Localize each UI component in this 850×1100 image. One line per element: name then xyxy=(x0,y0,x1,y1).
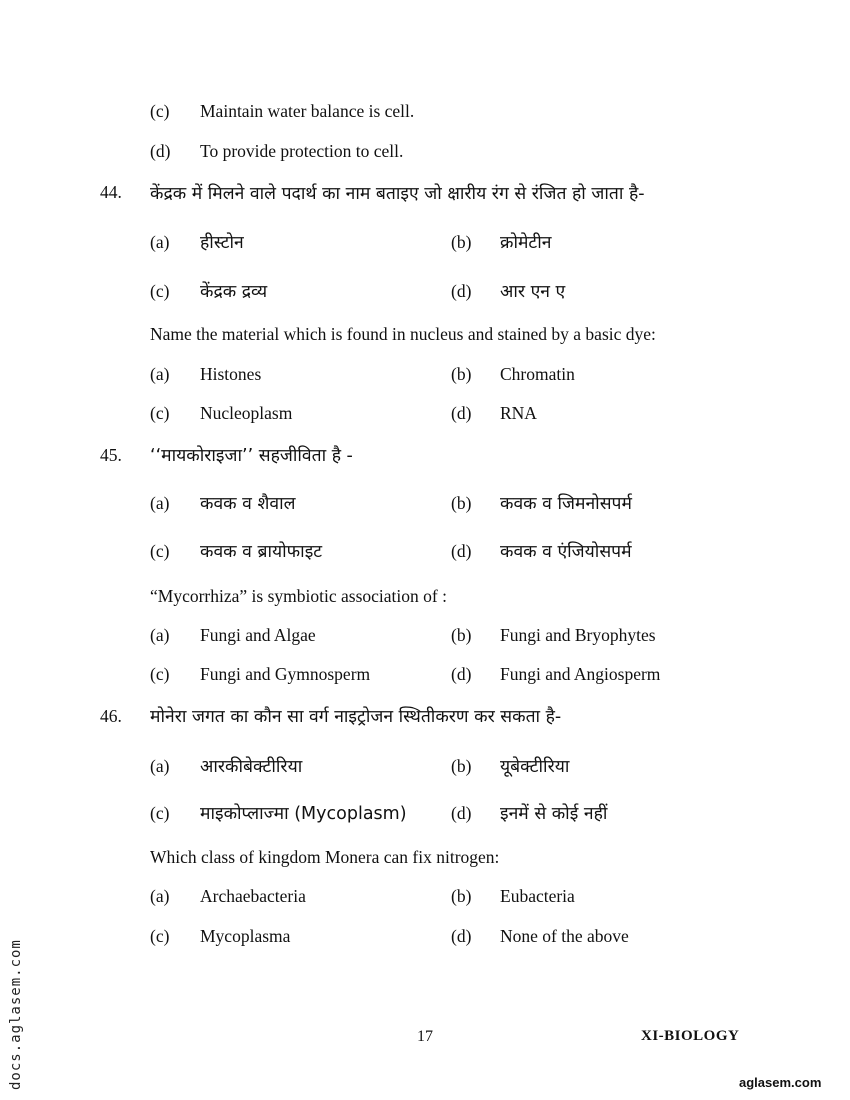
option-text: आरकीबेक्टीरिया xyxy=(200,757,303,777)
question-text-english: Which class of kingdom Monera can fix nitrogen: xyxy=(150,847,500,867)
option-text: कवक व एंजियोसपर्म xyxy=(500,542,632,562)
option-text: Nucleoplasm xyxy=(200,403,293,423)
subject-label: XI-BIOLOGY xyxy=(641,1028,740,1044)
option-text: Archaebacteria xyxy=(200,886,306,906)
question-number: 46. xyxy=(100,706,122,726)
question-text-english: “Mycorrhiza” is symbiotic association of : xyxy=(150,586,447,606)
question-text-hindi: केंद्रक में मिलने वाले पदार्थ का नाम बताइए जो क्षारीय रंग से रंजित हो जाता है- xyxy=(150,184,645,204)
brand-label: aglasem.com xyxy=(739,1075,822,1090)
option-text: क्रोमेटीन xyxy=(500,233,552,253)
option-label: (b) xyxy=(451,232,472,252)
option-label: (b) xyxy=(451,625,472,645)
option-label: (c) xyxy=(150,664,170,684)
option-label: (d) xyxy=(451,403,472,423)
question-number: 44. xyxy=(100,182,122,202)
option-text: Histones xyxy=(200,364,262,384)
option-label: (d) xyxy=(451,541,472,561)
option-label: (a) xyxy=(150,625,170,645)
option-text: Fungi and Bryophytes xyxy=(500,625,656,645)
question-number: 45. xyxy=(100,445,122,465)
option-text: Mycoplasma xyxy=(200,926,291,946)
option-text: Chromatin xyxy=(500,364,575,384)
option-label: (b) xyxy=(451,364,472,384)
option-label: (c) xyxy=(150,281,170,301)
option-text: कवक व ब्रायोफाइट xyxy=(200,542,323,562)
option-text: None of the above xyxy=(500,926,629,946)
side-watermark-url: docs.aglasem.com xyxy=(8,939,24,1090)
question-text-hindi: ‘‘मायकोराइजा’’ सहजीविता है - xyxy=(150,446,353,466)
option-label: (d) xyxy=(451,664,472,684)
option-text: Fungi and Gymnosperm xyxy=(200,664,371,684)
option-label: (d) xyxy=(451,803,472,823)
option-text: कवक व शैवाल xyxy=(200,494,296,514)
option-label: (a) xyxy=(150,364,170,384)
option-label: (c) xyxy=(150,803,170,823)
option-text: To provide protection to cell. xyxy=(200,141,404,161)
option-label: (a) xyxy=(150,493,170,513)
option-text: इनमें से कोई नहीं xyxy=(500,804,608,824)
option-text: RNA xyxy=(500,403,537,423)
option-label: (c) xyxy=(150,926,170,946)
option-text: यूबेक्टीरिया xyxy=(500,757,570,777)
question-text-english: Name the material which is found in nucleus and stained by a basic dye: xyxy=(150,324,656,344)
option-label: (a) xyxy=(150,886,170,906)
option-label: (d) xyxy=(451,926,472,946)
option-label: (d) xyxy=(451,281,472,301)
page-number: 17 xyxy=(417,1028,433,1045)
option-label: (a) xyxy=(150,756,170,776)
option-text: Fungi and Algae xyxy=(200,625,316,645)
option-label: (c) xyxy=(150,403,170,423)
option-text: कवक व जिमनोसपर्म xyxy=(500,494,632,514)
option-label: (a) xyxy=(150,232,170,252)
option-text: आर एन ए xyxy=(500,282,566,302)
option-text: हीस्टोन xyxy=(200,233,244,253)
option-text: केंद्रक द्रव्य xyxy=(200,282,268,302)
option-label: (c) xyxy=(150,541,170,561)
option-text: Maintain water balance is cell. xyxy=(200,101,415,121)
option-label: (b) xyxy=(451,886,472,906)
option-label: (b) xyxy=(451,493,472,513)
option-label: (b) xyxy=(451,756,472,776)
option-text: माइकोप्लाज्मा (Mycoplasm) xyxy=(200,804,407,824)
option-label: (d) xyxy=(150,141,171,161)
question-text-hindi: मोनेरा जगत का कौन सा वर्ग नाइट्रोजन स्थितीकरण कर सकता है- xyxy=(150,707,562,727)
option-text: Eubacteria xyxy=(500,886,575,906)
option-label: (c) xyxy=(150,101,170,121)
option-text: Fungi and Angiosperm xyxy=(500,664,661,684)
